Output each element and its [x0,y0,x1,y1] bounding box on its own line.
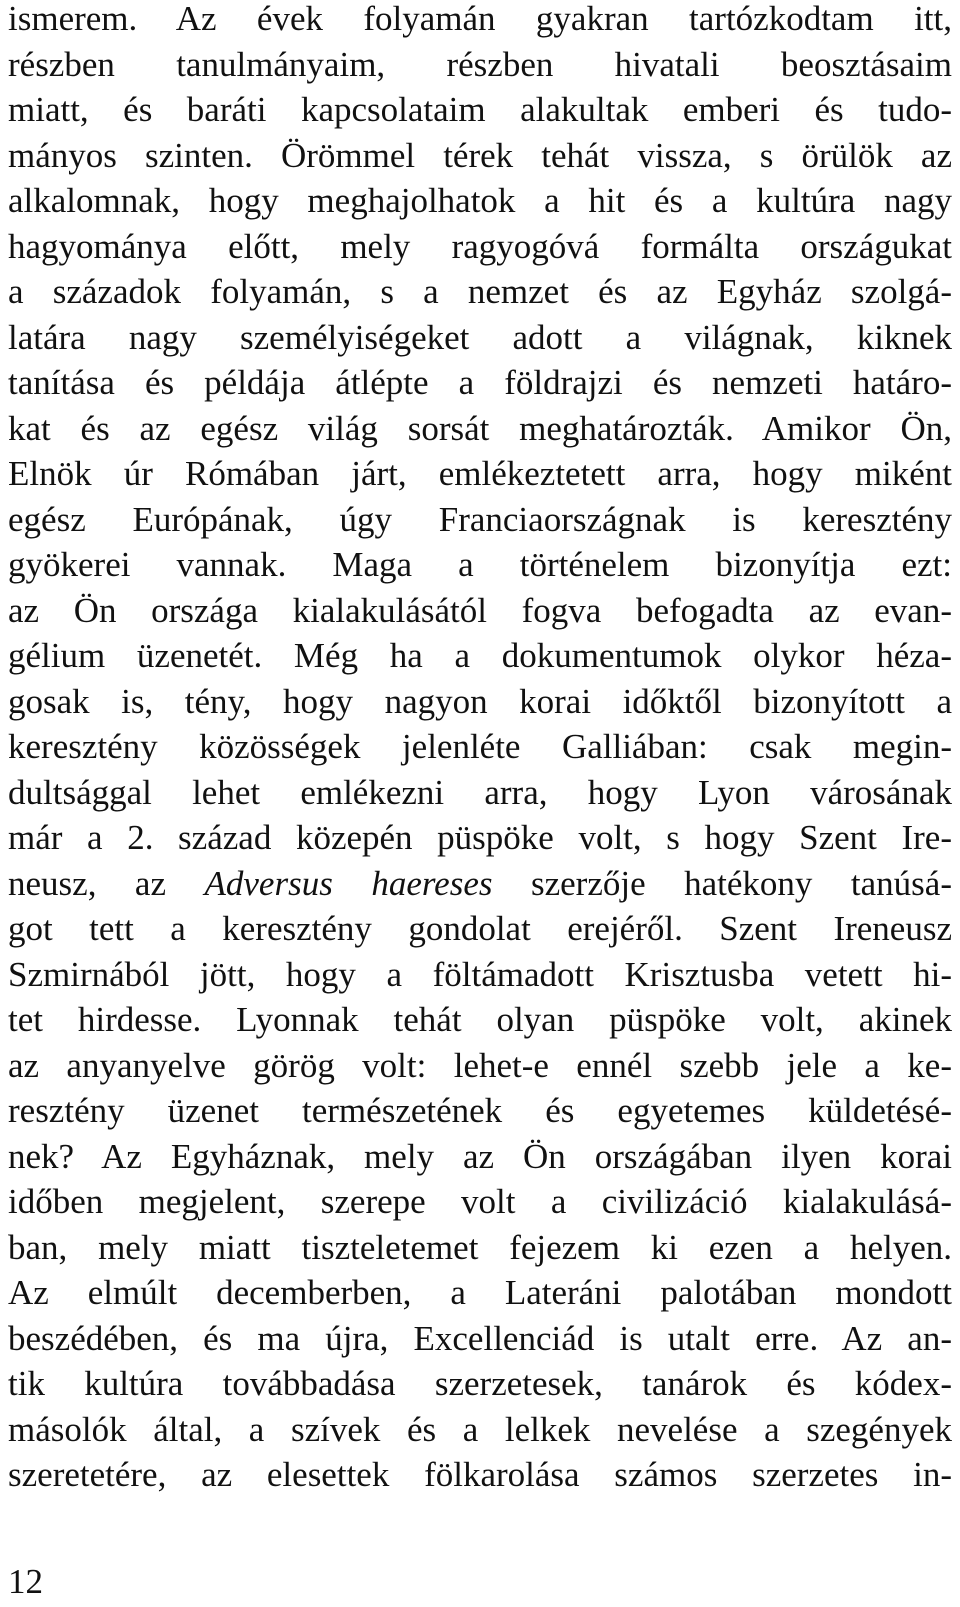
text-line: Elnök úr Rómában járt, emlékeztetett arra, hogy miként [8,454,952,493]
text-line: resztény üzenet természetének és egyetemes küldetésé- [8,1091,952,1130]
text-line: ismerem. Az évek folyamán gyakran tartózkodtam itt, [8,0,952,38]
text-line: egész Európának, úgy Franciaországnak is keresztény [8,499,952,539]
text-line: beszédében, és ma újra, Excellenciád is utalt erre. Az an- [8,1318,952,1358]
text-line: miatt, és baráti kapcsolataim alakultak emberi és tudo- [8,90,952,129]
text-line: keresztény közösségek jelenléte Galliában: csak megin- [8,727,952,766]
text-line: másolók által, a szívek és a lelkek nevelése a szegények [8,1409,952,1449]
text-fragment: szerzője hatékony tanúsá- [492,863,952,903]
text-line: gélium üzenetét. Még ha a dokumentumok olykor héza- [8,636,952,675]
text-line: hagyománya előtt, mely ragyogóvá formálta országukat [8,226,952,266]
text-line: kat és az egész világ sorsát meghatározták. Amikor Ön, [8,408,952,448]
text-line: nek? Az Egyháznak, mely az Ön országában ilyen korai [8,1136,952,1176]
text-line: got tett a keresztény gondolat erejéről. Szent Ireneusz [8,909,952,948]
text-line: Az elmúlt decemberben, a Lateráni palotában mondott [8,1273,952,1312]
text-line: az anyanyelve görög volt: lehet-e ennél szebb jele a ke- [8,1045,952,1085]
text-line: Szmirnából jött, hogy a föltámadott Krisztusba vetett hi- [8,954,952,994]
text-line: a századok folyamán, s a nemzet és az Egyház szolgá- [8,272,952,311]
text-line: gyökerei vannak. Maga a történelem bizonyítja ezt: [8,545,952,584]
text-line: latára nagy személyiségeket adott a világnak, kiknek [8,317,952,357]
text-line: mányos szinten. Örömmel térek tehát vissza, s örülök az [8,135,952,175]
text-line [8,861,952,907]
text-fragment: neusz, az [8,863,205,903]
text-line: részben tanulmányaim, részben hivatali beosztásaim [8,44,952,84]
text-line: tanítása és példája átlépte a földrajzi és nemzeti határo- [8,363,952,402]
page-number: 12 [8,1562,43,1601]
document-page [8,0,952,1498]
text-line: dultsággal lehet emlékezni arra, hogy Lyon városának [8,772,952,812]
text-line: tik kultúra továbbadása szerzetesek, tanárok és kódex- [8,1364,952,1403]
text-line: az Ön országa kialakulásától fogva befogadta az evan- [8,590,952,630]
text-line: tet hirdesse. Lyonnak tehát olyan püspöke volt, akinek [8,1000,952,1039]
text-line: alkalomnak, hogy meghajolhatok a hit és a kultúra nagy [8,181,952,220]
italic-title: Adversus haereses [204,863,493,903]
text-line: időben megjelent, szerepe volt a civilizáció kialakulásá- [8,1182,952,1221]
text-line: szeretetére, az elesettek fölkarolása számos szerzetes in- [8,1455,952,1494]
text-line: már a 2. század közepén püspöke volt, s hogy Szent Ire- [8,818,952,857]
text-line: ban, mely miatt tiszteletemet fejezem ki ezen a helyen. [8,1227,952,1267]
text-line: gosak is, tény, hogy nagyon korai időktől bizonyított a [8,681,952,721]
